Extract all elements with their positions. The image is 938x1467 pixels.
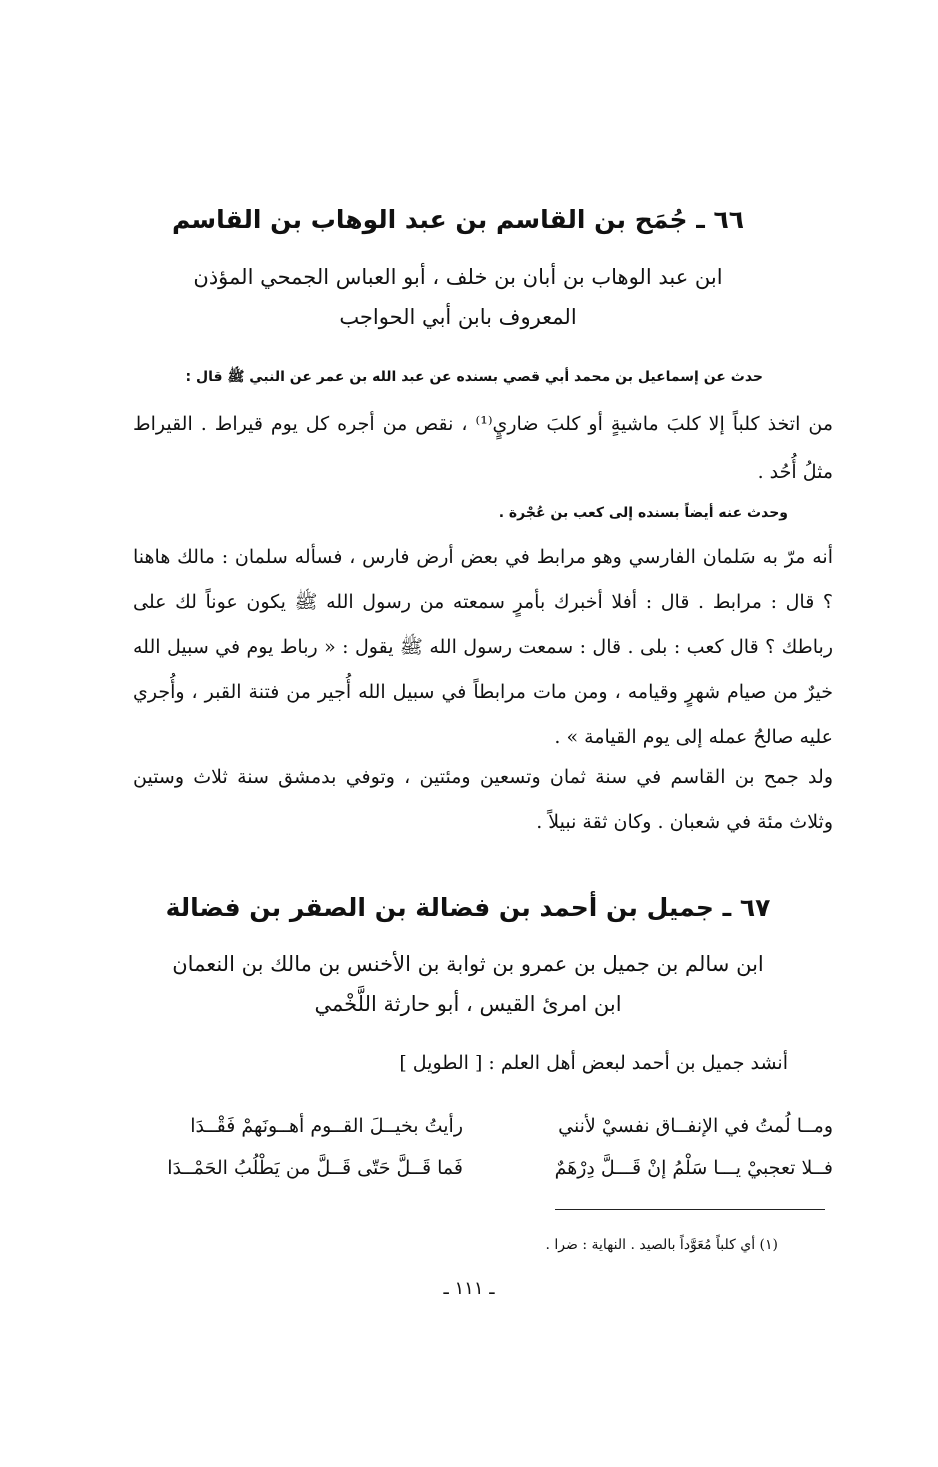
hadith-1-isnad: حدث عن إسماعيل بن محمد أبي قصي بسنده عن عبد الله بن عمر عن النبي ﷺ قال : <box>185 369 763 385</box>
verse-first-hemistich: ومــا لُمتُ في الإنفــاق نفسيْ لأنني <box>558 1115 833 1137</box>
entry-66-subtitle <box>128 258 788 338</box>
poem <box>133 1105 833 1189</box>
entry-66-biography: ولد جمح بن القاسم في سنة ثمان وتسعين ومئتين ، وتوفي بدمشق سنة ثلاث وستين وثلاث مئة في شعبان . وكان ثقة نبيلاً . <box>133 766 833 833</box>
verse-second-hemistich: فَما قَــلَّ حَتّى قَــلَّ من يَطْلُبُ الحَمْــدَا <box>167 1157 463 1179</box>
verse-second-hemistich: رأيتُ بخيــلَ القــوم أهــونَهمْ فَقْــدَا <box>190 1115 463 1137</box>
entry-67-subtitle-line1: ابن سالم بن جميل بن عمرو بن ثوابة بن الأخنس بن مالك بن النعمان <box>172 952 764 976</box>
entry-67-title: ٦٧ ـ جميل بن أحمد بن فضالة بن الصقر بن فضالة <box>165 893 771 922</box>
entry-67-subtitle <box>128 945 808 1025</box>
hadith-2-text: أنه مرّ به سَلمان الفارسي وهو مرابط في بعض أرض فارس ، فسأله سلمان : مالك هاهنا ؟ قال : مرابط . قال : أفلا أخبرك بأمرٍ سمعته من رسول الله ﷺ يكون عوناً لك على رباطك ؟ قال كعب : بلى . قال : سمعت رسول الله ﷺ يقول : « رباط يوم في سبيل الله خيرٌ من صيام شهرٍ وقيامه ، ومن مات مرابطاً في سبيل الله أُجير من فتنة القبر ، وأُجري عليه صالحُ عمله إلى يوم القيامة » . <box>133 546 833 748</box>
verse-first-hemistich: فــلا تعجبيْ يـــا سَلْمُ إنْ قَـــلَّ دِرْهَمٌ <box>554 1157 833 1179</box>
poem-verse <box>133 1147 833 1189</box>
hadith-1-text: من اتخذ كلباً إلا كلبَ ماشيةٍ أو كلبَ ضاريٍ⁽¹⁾ ، نقص من أجره كل يوم قيراط . القيراط مثلُ أُحُد . <box>133 413 833 483</box>
entry-66-subtitle-line2: المعروف بابن أبي الحواجب <box>339 304 577 329</box>
footnote: (١) أي كلباً مُعَوَّداً بالصيد . النهاية : ضرا . <box>545 1237 778 1253</box>
entry-66-subtitle-line1: ابن عبد الوهاب بن أبان بن خلف ، أبو العباس الجمحي المؤذن <box>193 265 723 289</box>
poem-verse <box>133 1105 833 1147</box>
entry-67-subtitle-line2: ابن امرئ القيس ، أبو حارثة اللَّخْمي <box>314 991 622 1016</box>
poem-intro: أنشد جميل بن أحمد لبعض أهل العلم : [ الطويل ] <box>399 1052 788 1074</box>
hadith-2-isnad: وحدث عنه أيضاً بسنده إلى كعب بن عُجْرة . <box>498 505 788 521</box>
page-number: ـ ١١١ ـ <box>443 1278 495 1299</box>
entry-66-title: ٦٦ ـ جُمَح بن القاسم بن عبد الوهاب بن القاسم <box>171 205 745 234</box>
footnote-divider <box>555 1209 825 1210</box>
